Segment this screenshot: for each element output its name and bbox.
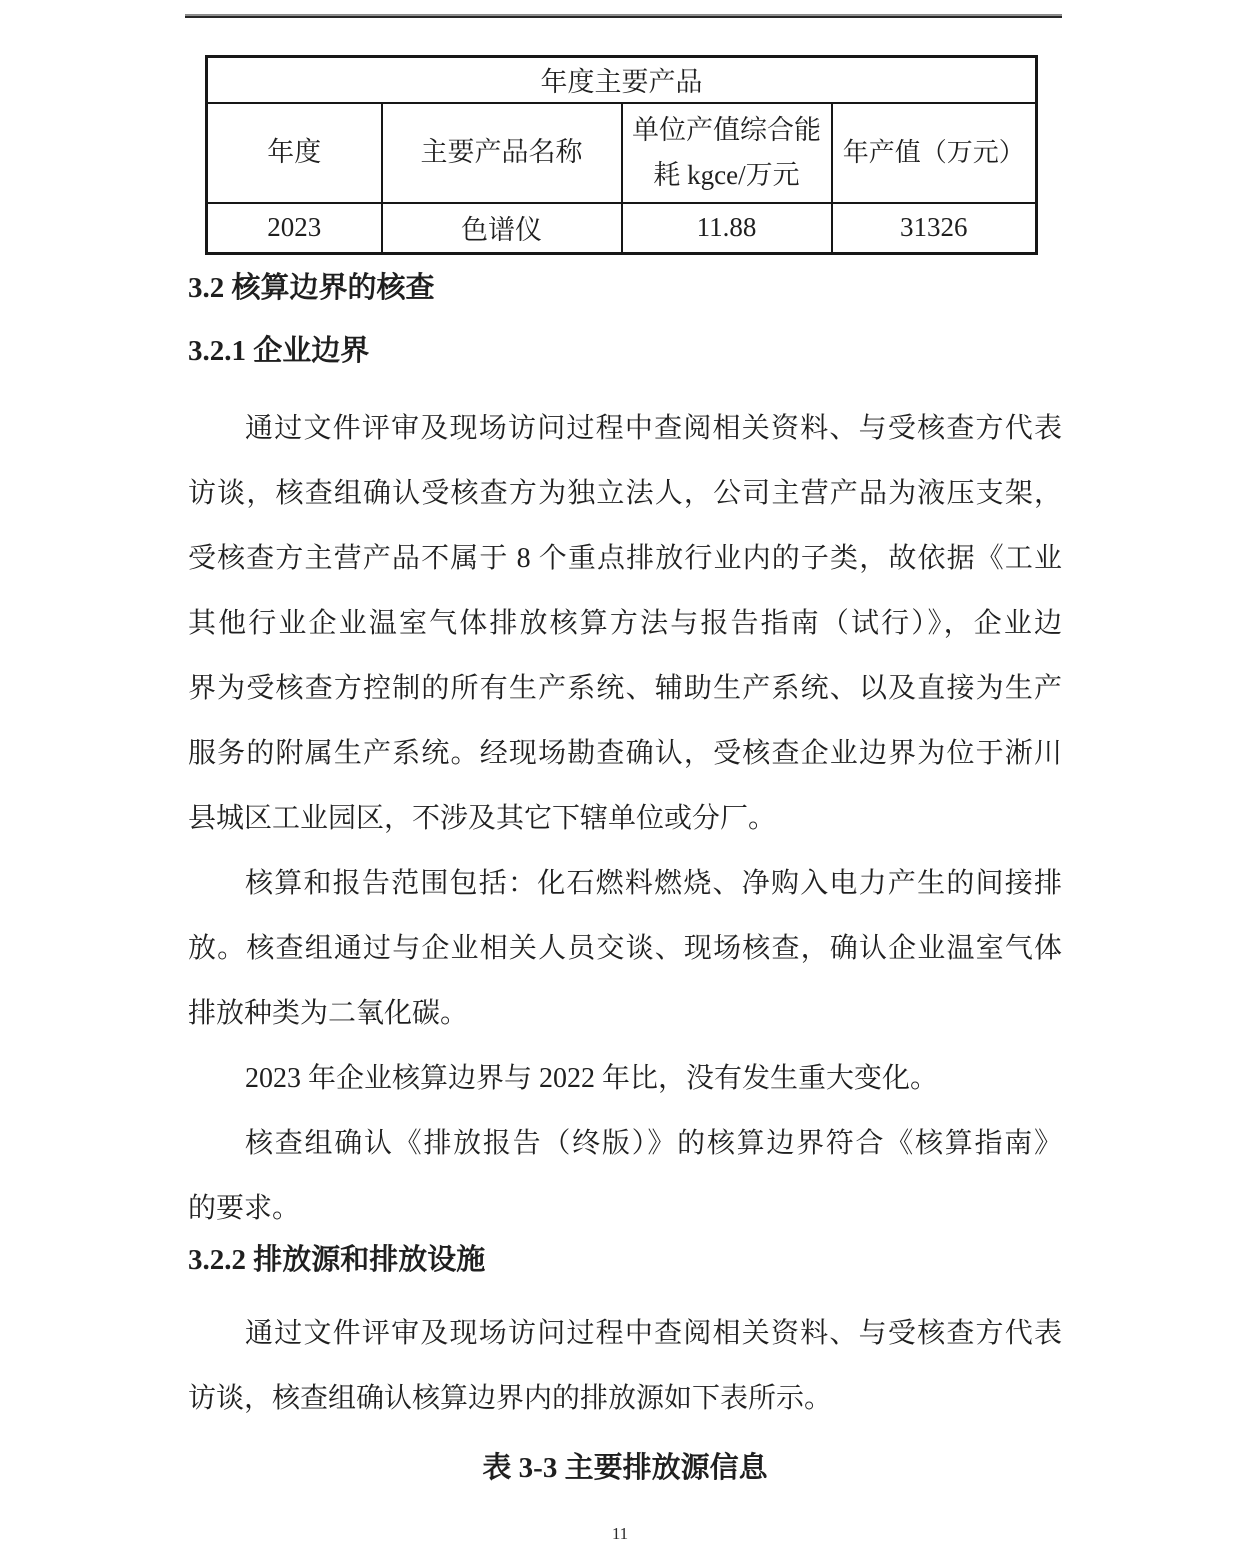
table-title-row [207, 57, 1037, 103]
column-header-annual-output: 年产值（万元） [832, 103, 1037, 203]
text-line: 核查组确认《排放报告（终版）》的核算边界符合《核算指南》 [245, 1128, 1062, 1159]
table-title: 年度主要产品 [207, 57, 1037, 103]
text-line: 访谈，核查组确认受核查方为独立法人，公司主营产品为液压支架， [188, 478, 1062, 509]
cell-energy-intensity: 11.88 [622, 203, 832, 254]
text-line: 服务的附属生产系统。经现场勘查确认，受核查企业边界为位于淅川 [188, 738, 1062, 769]
paragraph-enterprise-boundary [188, 396, 1062, 851]
text-line: 排放种类为二氧化碳。 [188, 998, 469, 1029]
text-line: 的要求。 [188, 1193, 301, 1224]
column-header-year: 年度 [207, 103, 382, 203]
text-line: 核算和报告范围包括：化石燃料燃烧、净购入电力产生的间接排 [245, 868, 1062, 899]
column-header-product-name: 主要产品名称 [382, 103, 622, 203]
paragraph-emission-sources [188, 1301, 1062, 1431]
text-line: 放。核查组通过与企业相关人员交谈、现场核查，确认企业温室气体 [188, 933, 1062, 964]
text-line: 受核查方主营产品不属于 8 个重点排放行业内的子类，故依据《工业 [188, 543, 1062, 574]
paragraph-boundary-change [188, 1046, 1062, 1111]
section-heading-3-2-1: 3.2.1 企业边界 [188, 335, 370, 367]
text-line: 访谈，核查组确认核算边界内的排放源如下表所示。 [188, 1383, 833, 1414]
cell-annual-output: 31326 [832, 203, 1037, 254]
table-header-row [207, 103, 1037, 203]
table-data-row [207, 203, 1037, 254]
section-heading-3-2: 3.2 核算边界的核查 [188, 272, 435, 304]
text-line: 2023 年企业核算边界与 2022 年比，没有发生重大变化。 [245, 1063, 939, 1094]
text-line: 通过文件评审及现场访问过程中查阅相关资料、与受核查方代表 [245, 413, 1062, 444]
table-3-3-caption: 表 3-3 主要排放源信息 [482, 1452, 768, 1484]
section-heading-3-2-2: 3.2.2 排放源和排放设施 [188, 1244, 486, 1276]
annual-products-table [205, 55, 1038, 255]
paragraph-reporting-scope [188, 851, 1062, 1046]
header-rule [185, 14, 1062, 18]
text-line: 界为受核查方控制的所有生产系统、辅助生产系统、以及直接为生产 [188, 673, 1062, 704]
column-header-energy-intensity: 单位产值综合能耗 kgce/万元 [622, 103, 832, 203]
text-line: 通过文件评审及现场访问过程中查阅相关资料、与受核查方代表 [245, 1318, 1062, 1349]
cell-year: 2023 [207, 203, 382, 254]
cell-product-name: 色谱仪 [382, 203, 622, 254]
paragraph-boundary-conformity [188, 1111, 1062, 1241]
text-line: 其他行业企业温室气体排放核算方法与报告指南（试行）》，企业边 [188, 608, 1062, 639]
page-number: 11 [611, 1524, 629, 1543]
text-line: 县城区工业园区，不涉及其它下辖单位或分厂。 [188, 803, 777, 834]
